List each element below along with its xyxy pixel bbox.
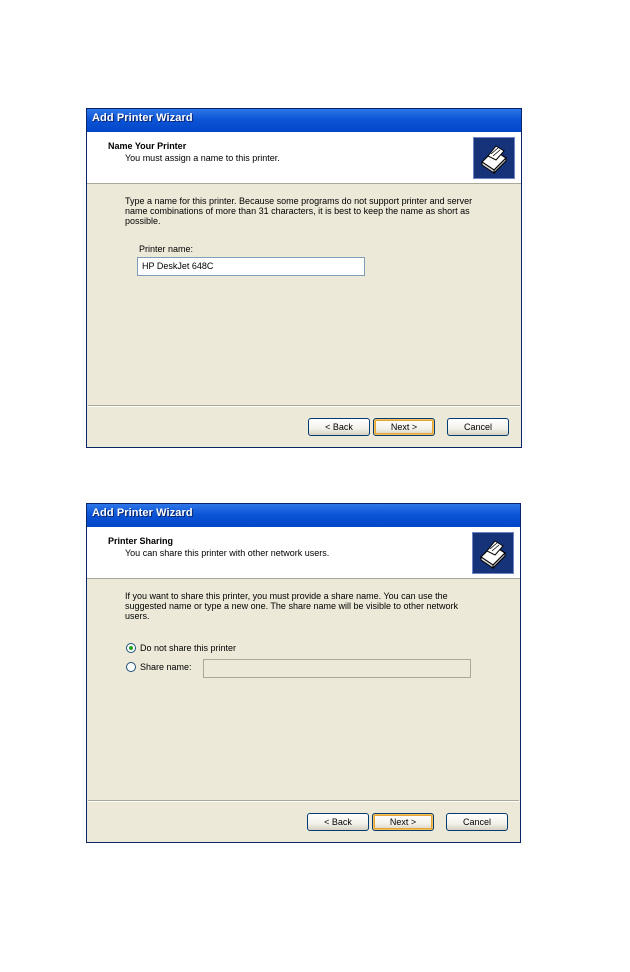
cancel-button[interactable]: Cancel: [447, 418, 509, 436]
wizard-header: [87, 527, 520, 579]
dialog-titlebar[interactable]: Add Printer Wizard: [87, 109, 521, 132]
share-name-radio[interactable]: [126, 662, 136, 672]
wizard-header: [87, 132, 521, 184]
printer-wizard-icon: [472, 532, 514, 574]
printer-name-input[interactable]: HP DeskJet 648C: [137, 257, 365, 276]
dialog-titlebar[interactable]: Add Printer Wizard: [87, 504, 520, 527]
share-name-label: Share name:: [140, 662, 192, 672]
button-separator: [88, 405, 520, 407]
share-name-option[interactable]: [126, 660, 192, 674]
share-name-input[interactable]: [203, 659, 471, 678]
back-button[interactable]: < Back: [307, 813, 369, 831]
do-not-share-option[interactable]: [126, 641, 236, 655]
printer-name-label: Printer name:: [139, 244, 194, 254]
next-button[interactable]: Next >: [373, 418, 435, 436]
header-subtitle: You can share this printer with other network users.: [125, 548, 330, 558]
next-button[interactable]: Next >: [372, 813, 434, 831]
do-not-share-radio[interactable]: [126, 643, 136, 653]
back-button[interactable]: < Back: [308, 418, 370, 436]
intro-text: Type a name for this printer. Because some programs do not support printer and server name combinations of more than 31 characters, it is best to keep the name as short as possible.: [125, 196, 473, 226]
printer-wizard-icon: [473, 137, 515, 179]
header-title: Printer Sharing: [108, 536, 174, 546]
button-separator: [88, 800, 519, 802]
header-subtitle: You must assign a name to this printer.: [125, 153, 280, 163]
intro-text: If you want to share this printer, you must provide a share name. You can use the suggested name or type a new one. The share name will be visible to other network users.: [125, 591, 459, 621]
do-not-share-label: Do not share this printer: [140, 643, 237, 653]
add-printer-wizard-name-dialog: [86, 108, 522, 448]
cancel-button[interactable]: Cancel: [446, 813, 508, 831]
header-title: Name Your Printer: [108, 141, 187, 151]
add-printer-wizard-sharing-dialog: [86, 503, 521, 843]
